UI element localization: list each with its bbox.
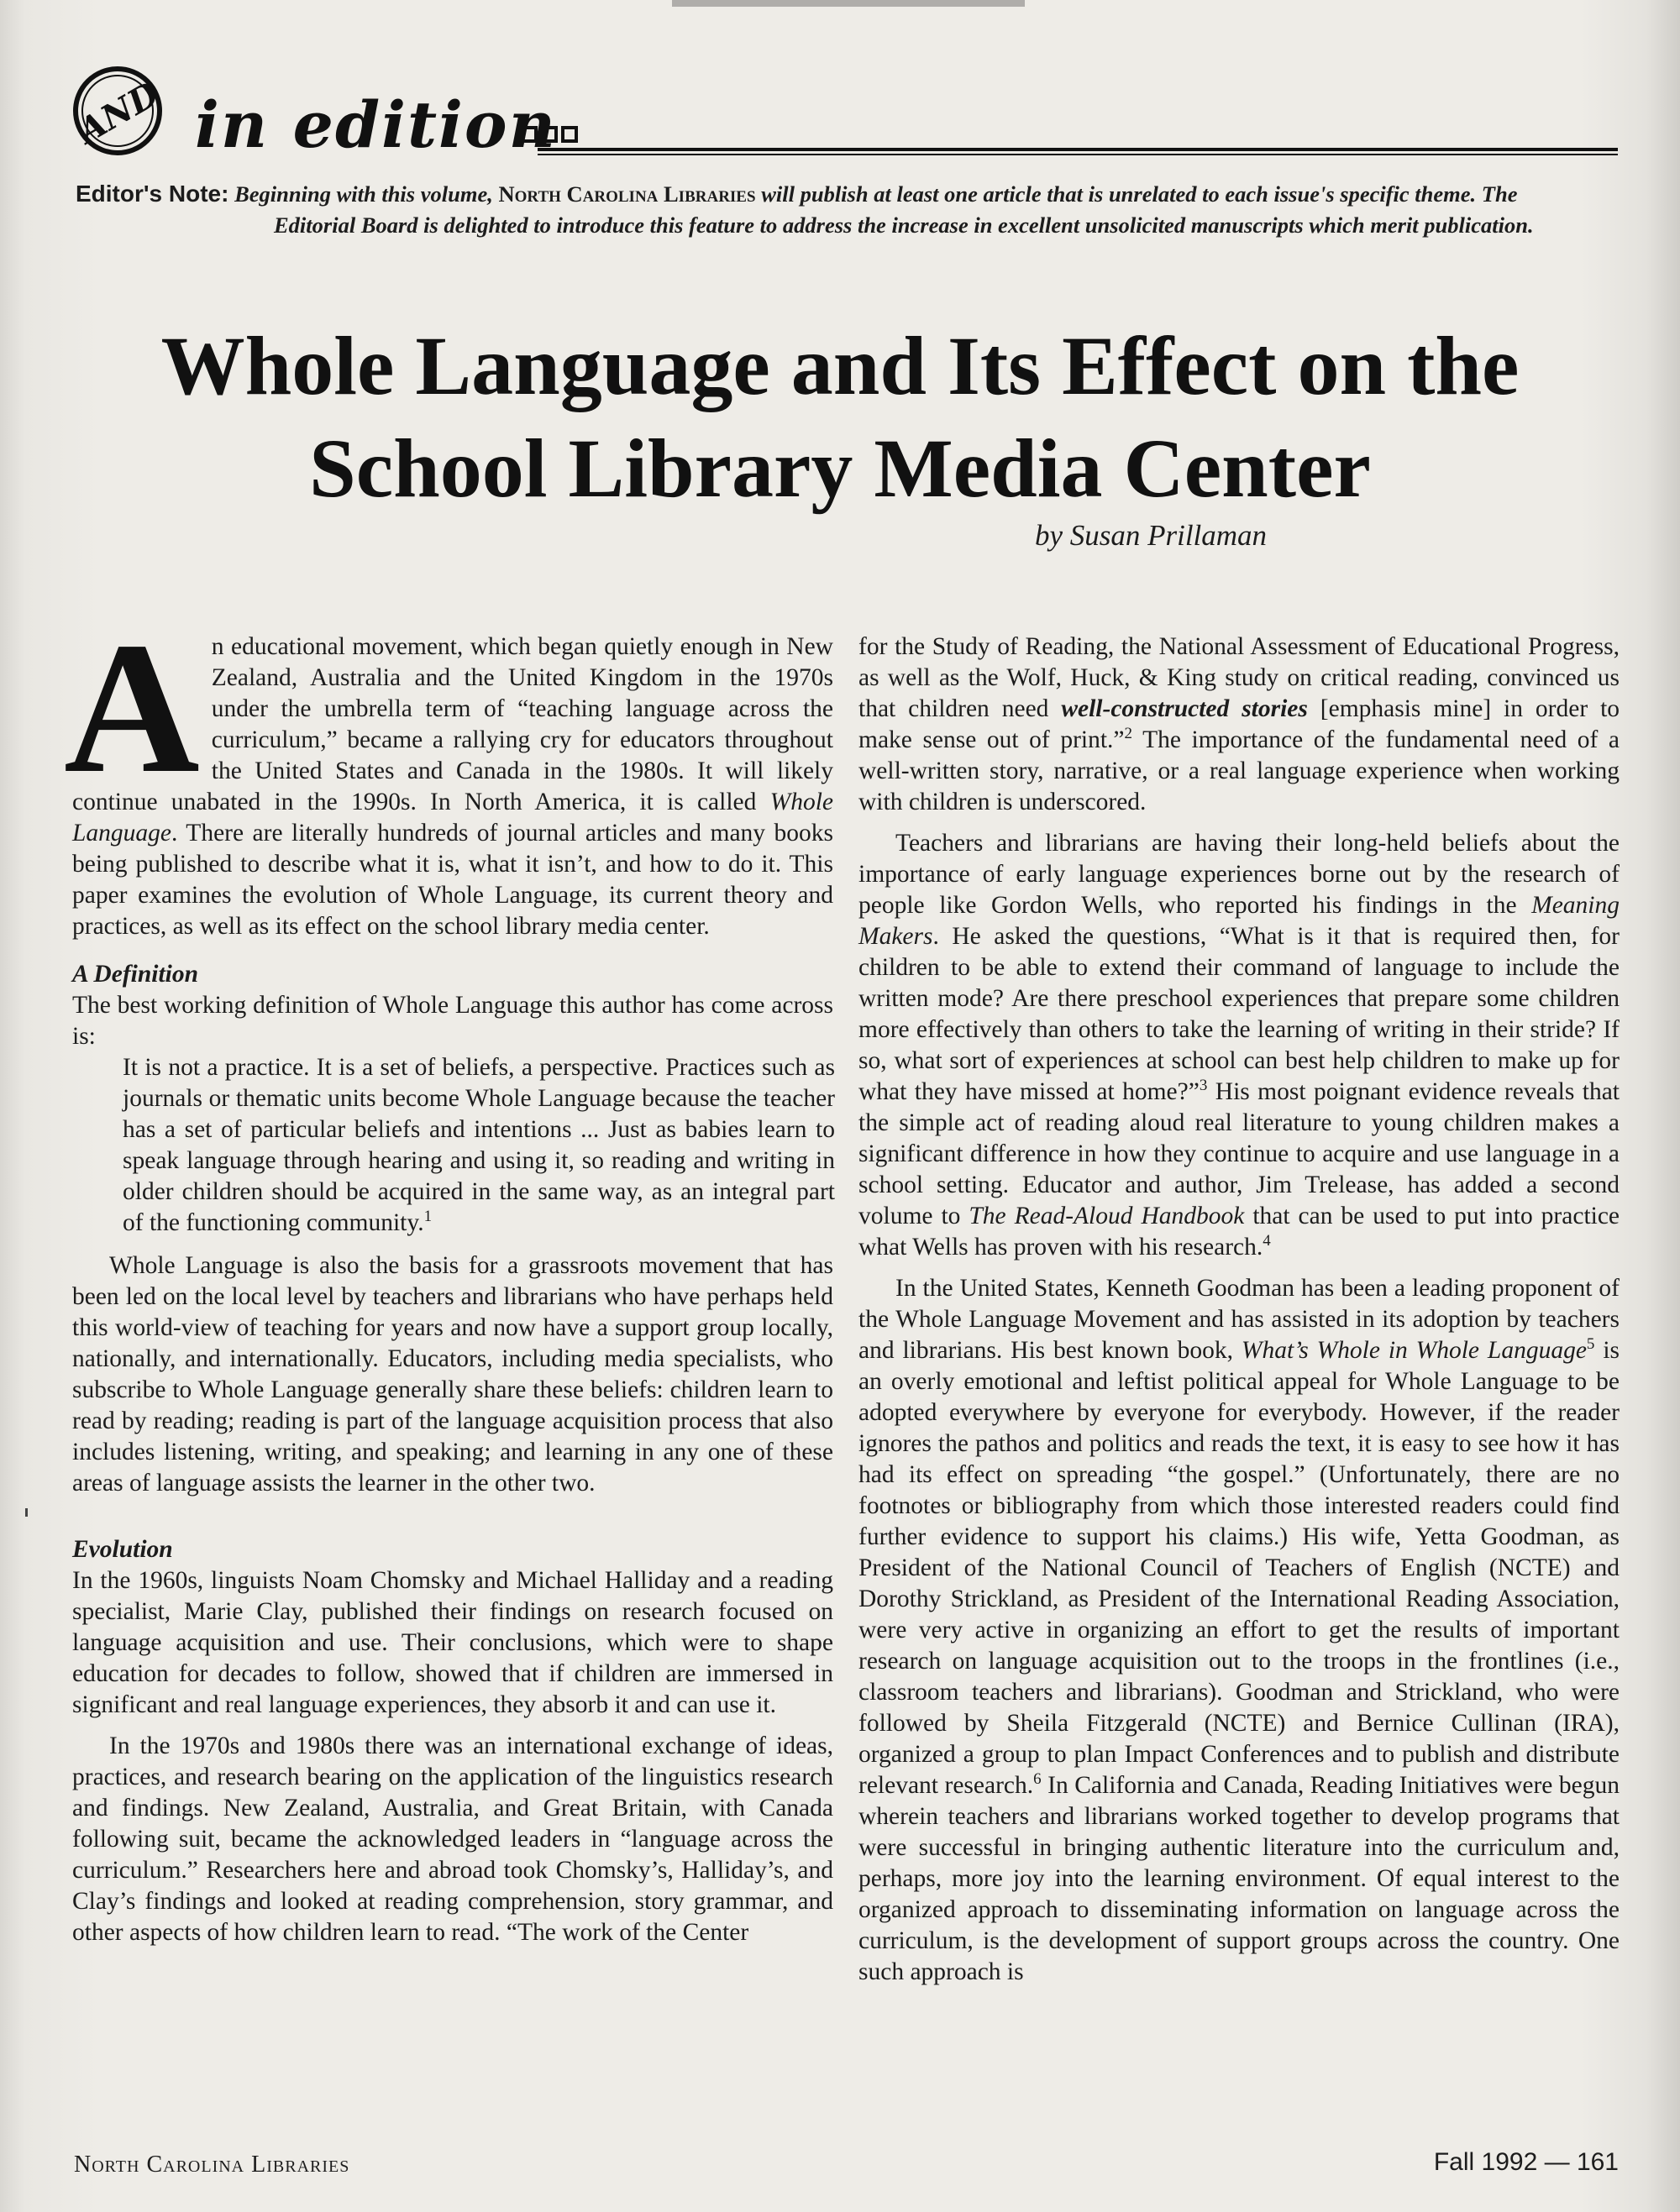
- article-title-line1: Whole Language and Its Effect on the: [160, 319, 1520, 412]
- right-column: [858, 632, 1620, 1988]
- byline: by Susan Prillaman: [1034, 519, 1268, 552]
- logo-text: AND: [71, 74, 166, 152]
- drop-cap: A: [64, 604, 200, 812]
- right-paragraph-3: In the United States, Kenneth Goodman has been a leading proponent of the Whole Language Movement and has assisted in its adoption by teachers and librarians. His best known book, What’s Whole in Whole Language$^5$ is an overly emotional and leftist political appeal for Whole Language to be adopted everywhere by everyone for everybody. However, if the reader ignores the pathos and politics and reads the text, it is easy to see how it has had its effect on spreading “the gospel.” (Unfortunately, there are no footnotes or bibliography from which those interested readers could find further evidence to support his claims.) His wife, Yetta Goodman, as President of the National Council of Teachers of English (NCTE) and Dorothy Strickland, as President of the International Reading Association, were very active in organizing an effort to get the results of important research on language acquisition out to the troops in the frontlines (i.e., classroom teachers and librarians). Goodman and Strickland, who were followed by Sheila Fitzgerald (NCTE) and Bernice Cullinan (IRA), organized a group to plan Impact Conferences and to publish and distribute relevant research.$^6$ In California and Canada, Reading Initiatives were begun wherein teachers and librarians worked together to develop programs that were successful in bringing authentic literature into the curriculum and, perhaps, more joy into the learning environment. Of equal interest to the organized approach to disseminating information on language across the curriculum, is the development of support groups across the country. One such approach is: [858, 1275, 1620, 1985]
- editors-note-label: Editor's Note:: [76, 181, 229, 207]
- top-crop-artifact: [672, 0, 1025, 7]
- intro-paragraph: An educational movement, which began quietly enough in New Zealand, Australia and the United Kingdom in the 1970s under the umbrella term of “teaching language across the curriculum,” became a rallying cry for educators throughout the United States and Canada in the 1980s. It will likely continue unabated in the 1990s. In North America, it is called Whole Language. There are literally hundreds of journal articles and many books being published to describe what it is, what it isn’t, and how to do it. This paper examines the evolution of Whole Language, its current theory and practices, as well as its effect on the school library media center.: [64, 604, 833, 940]
- and-logo: [67, 59, 176, 168]
- editors-note-publication: North Carolina Libraries: [498, 181, 756, 207]
- editors-note-text-a: Beginning with this volume,: [234, 181, 493, 207]
- editors-note-text-line2: Editorial Board is delighted to introduce this feature to address the increase in excellent unsolicited manuscripts which merit publication.: [274, 212, 1534, 238]
- footer-publication: North Carolina Libraries: [74, 2152, 350, 2178]
- grassroots-paragraph: Whole Language is also the basis for a grassroots movement that has been led on the local level by teachers and librarians who have perhaps held this world-view of teaching for years and now have a support group locally, nationally, and internationally. Educators, including media specialists, who subscribe to Whole Language generally share these beliefs: children learn to read by reading; reading is part of the language acquisition process that also includes listening, writing, and speaking; and learning in any one of these areas of language assists the learner in the other two.: [72, 1252, 833, 1497]
- evolution-paragraph-1: In the 1960s, linguists Noam Chomsky and Michael Halliday and a reading specialist, Marie Clay, published their findings on research focused on language acquisition and use. Their conclusions, which were to shape education for decades to follow, showed that if children are immersed in significant and real language experiences, they absorb it and can use it.: [72, 1567, 833, 1718]
- left-column: [64, 604, 835, 1948]
- heading-definition: A Definition: [72, 961, 198, 988]
- editors-note: [76, 178, 1621, 241]
- heading-evolution: Evolution: [72, 1536, 173, 1563]
- footnote-ref: 1: [423, 1208, 433, 1226]
- right-paragraph-1: for the Study of Reading, the National Assessment of Educational Progress, as well as the Wolf, Huck, & King study on critical reading, convinced us that children need well-constructed stories [emphasis mine] in order to make sense out of print.”$^2$ The importance of the fundamental need of a well-written story, narrative, or a real language experience when working with children is underscored.: [858, 633, 1620, 815]
- block-quote: It is not a practice. It is a set of beliefs, a perspective. Practices such as journals or thematic units become Whole Language because the teacher has a set of particular beliefs and intentions ... Just as babies learn to speak language through hearing and using it, so reading and writing in older children should be acquired in the same way, as an integral part of the functioning community.$^1$: [123, 1054, 835, 1236]
- editors-note-text-b: will publish at least one article that is unrelated to each issue's specific theme. The: [761, 181, 1518, 207]
- right-paragraph-2: Teachers and librarians are having their long-held beliefs about the importance of early language experiences borne out by the research of people like Gordon Wells, who reported his findings in the Meaning Makers. He asked the questions, “What is it that is required then, for children to be able to extend their command of language to include the written mode? Are there preschool experiences that prepare some children more effectively than others to take the learning of writing in their stride? If so, what sort of experiences at school can best help children to make up for what they have missed at home?”$^3$ His most poignant evidence reveals that the simple act of reading aloud real literature to young children makes a significant difference in how they continue to acquire and use language in a school setting. Educator and author, Jim Trelease, has added a second volume to The Read-Aloud Handbook that can be used to put into practice what Wells has proven with his research.$^4$: [858, 830, 1620, 1261]
- evolution-paragraph-2: In the 1970s and 1980s there was an international exchange of ideas, practices, and research bearing on the application of the linguistics research and findings. New Zealand, Australia, and Great Britain, with Canada following suit, became the acknowledged leaders in “language across the curriculum.” Researchers here and abroad took Chomsky’s, Halliday’s, and Clay’s findings and looked at reading comprehension, story grammar, and other aspects of how children learn to read. “The work of the Center: [72, 1732, 833, 1946]
- definition-intro: The best working definition of Whole Language this author has come across is:: [72, 992, 833, 1050]
- section-title: in edition: [195, 87, 557, 162]
- article-title: [0, 315, 1680, 520]
- article-title-line2: School Library Media Center: [309, 422, 1371, 515]
- title-ornament: [521, 126, 581, 148]
- margin-mark: [25, 1508, 28, 1517]
- header-rule: [538, 148, 1618, 155]
- footer-issue-page: Fall 1992 — 161: [1433, 2148, 1619, 2176]
